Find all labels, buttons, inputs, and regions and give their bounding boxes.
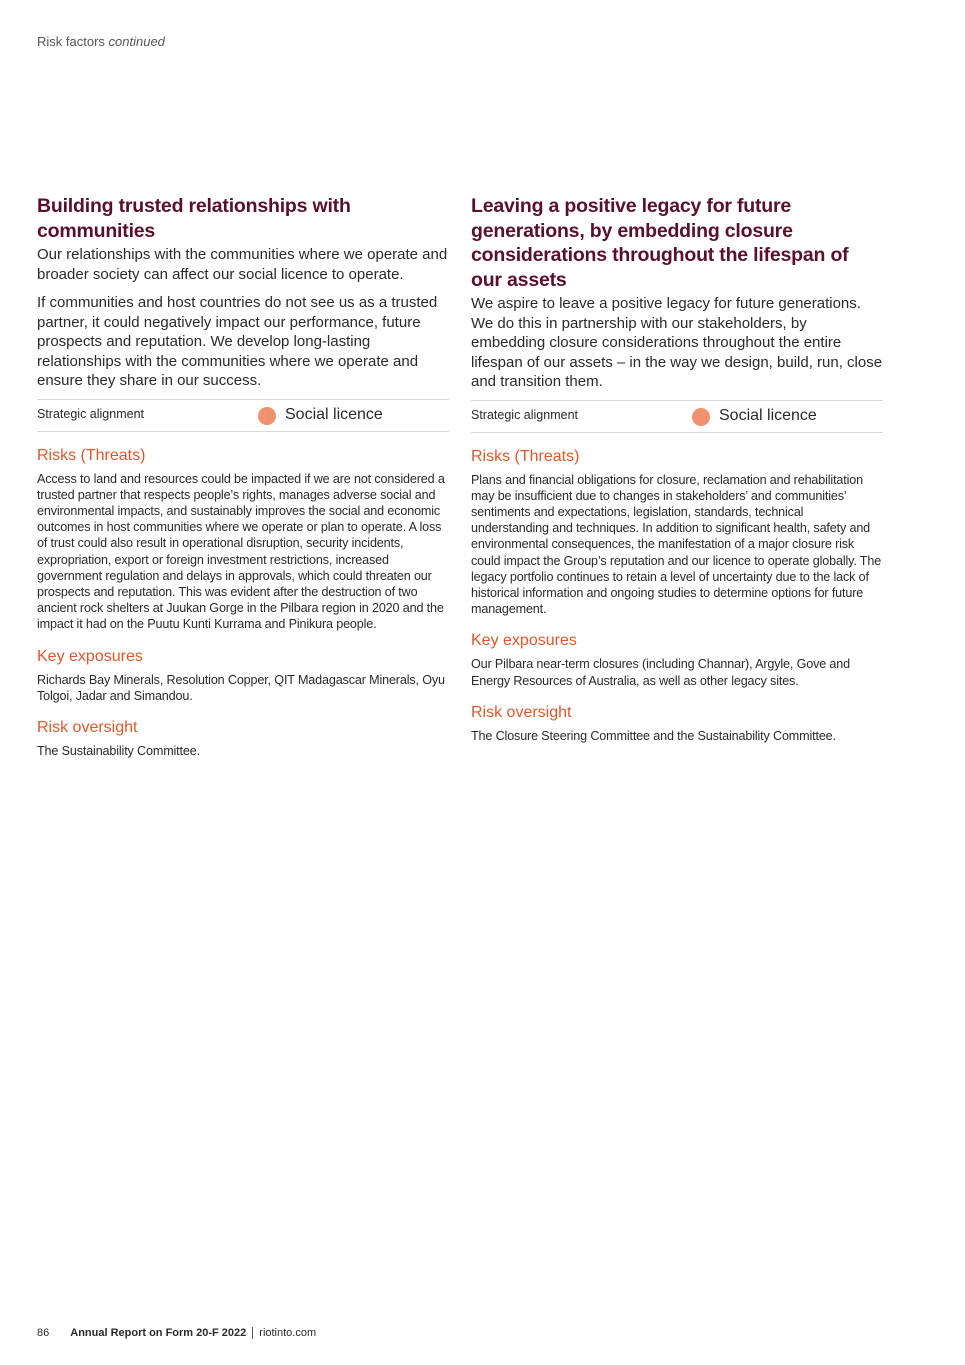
risks-text: Plans and financial obligations for closure, reclamation and rehabilitation may be insufficient due to changes in stakeholders’ and communities’ sentiments and expectations, legislation, standards, technical understanding and techniques. In addition to significant health, safety and environmental consequences, the manifestation of a major closure risk could impact the Group’s reputation and our licence to operate globally. The legacy portfolio continues to retain a level of uncertainty due to the lack of historical information and ongoing studies to determine options for future management. [471,472,882,617]
key-exposures-text: Richards Bay Minerals, Resolution Copper, QIT Madagascar Minerals, Oyu Tolgoi, Jadar and Simandou. [37,672,445,703]
strategic-alignment-row [471,400,883,433]
key-exposures-text: Our Pilbara near-term closures (including Channar), Argyle, Gove and Energy Resources of Australia, as well as other legacy sites. [471,657,850,688]
strategic-alignment-label: Strategic alignment [471,407,579,422]
risks-heading: Risks (Threats) [37,446,146,464]
risk-intro: Our relationships with the communities where we operate and broader society can affect our social licence to operate. [37,246,448,283]
risk-column-communities [37,194,449,759]
key-exposures-heading: Key exposures [471,632,577,650]
risk-title: Leaving a positive legacy for future generations, by embedding closure considerations throughout the lifespan of our assets [471,195,849,291]
strategic-alignment-row [37,399,449,432]
risk-column-legacy [471,194,883,744]
page-footer [37,1327,316,1339]
strategic-alignment-label: Strategic alignment [37,406,145,421]
footer-divider [252,1327,253,1339]
report-title: Annual Report on Form 20-F 2022 [70,1327,247,1339]
risk-title: Building trusted relationships with communities [37,195,351,242]
risk-oversight-heading: Risk oversight [471,703,572,721]
continued-label: continued [108,34,165,49]
page-number: 86 [37,1327,50,1339]
risk-oversight-text: The Closure Steering Committee and the Sustainability Committee. [471,728,836,743]
social-licence-dot-icon [258,407,276,425]
running-head [37,34,165,49]
strategic-alignment-value: Social licence [285,405,383,423]
risks-text: Access to land and resources could be impacted if we are not considered a trusted partner that respects people’s rights, manages adverse social and environmental impacts, and sustainably improves the social and economic outcomes in host communities where we operate or plan to operate. A loss of trust could also result in operational disruption, security incidents, expropriation, export or foreign investment restrictions, increased government regulation and delays in approvals, which could threaten our prospects and reputation. This was evident after the destruction of two ancient rock shelters at Juukan Gorge in the Pilbara region in 2020 and the impact it had on the Puutu Kunti Kurrama and Pinikura people. [37,471,445,632]
social-licence-dot-icon [692,408,710,426]
section-name: Risk factors [37,34,105,49]
key-exposures-heading: Key exposures [37,647,143,665]
website-link[interactable]: riotinto.com [259,1327,317,1339]
risk-oversight-text: The Sustainability Committee. [37,743,200,758]
risk-intro: If communities and host countries do not see us as a trusted partner, it could negatively impact our performance, future prospects and reputation. We develop long-lasting relationships with the communities where we operate and ensure they share in our success. [37,294,438,389]
risk-oversight-heading: Risk oversight [37,718,138,736]
risks-heading: Risks (Threats) [471,447,580,465]
strategic-alignment-value: Social licence [719,406,817,424]
risk-intro: We aspire to leave a positive legacy for future generations. We do this in partnership with our stakeholders, by embedding closure considerations throughout the entire lifespan of our assets – in the way we design, build, run, close and transition them. [471,295,883,390]
